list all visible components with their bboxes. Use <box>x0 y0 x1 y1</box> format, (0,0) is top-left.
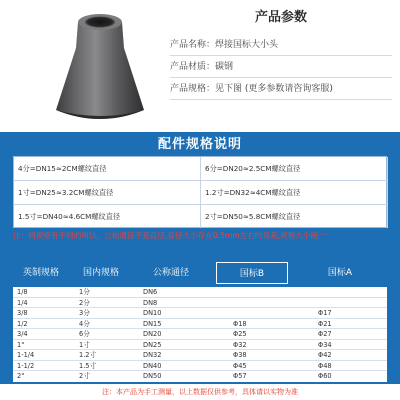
cell-nominal: DN25 <box>143 340 162 349</box>
cell-gb-a: Φ27 <box>318 330 332 338</box>
cell-gb-a: Φ21 <box>318 319 332 328</box>
header-gb-a: 国标A <box>327 268 353 278</box>
header-imperial: 英制规格 <box>22 268 59 278</box>
cell-domestic: 3分 <box>79 309 90 317</box>
cell-nominal: DN32 <box>143 351 162 359</box>
cell-gb-a: Φ60 <box>318 372 332 380</box>
cell-gb-b: Φ57 <box>233 372 247 380</box>
cell-nominal: DN20 <box>143 330 162 338</box>
table-row <box>13 298 387 309</box>
conversion-cell: 1.5寸=DN40≈4.6CM螺纹直径 <box>14 205 201 228</box>
conversion-cell: 4分=DN15≈2CM螺纹直径 <box>14 157 201 181</box>
cell-imperial: 1/2 <box>17 319 28 328</box>
cell-gb-a: Φ42 <box>318 351 332 359</box>
cell-gb-b: Φ38 <box>233 351 247 359</box>
cell-gb-a: Φ17 <box>318 309 332 317</box>
cell-nominal: DN8 <box>143 298 158 307</box>
cell-nominal: DN15 <box>143 319 162 328</box>
cell-gb-a: Φ48 <box>318 361 332 370</box>
cell-gb-b: Φ45 <box>233 361 247 370</box>
cell-nominal: DN6 <box>143 288 158 296</box>
cell-nominal: DN10 <box>143 309 162 317</box>
table-row <box>13 287 387 298</box>
cell-domestic: 4分 <box>79 319 90 328</box>
conversion-cell: 1.2寸=DN32≈4CM螺纹直径 <box>201 181 388 205</box>
header-nominal: 公称通径 <box>152 268 189 278</box>
footer-note: 注：本产品为手工测量，以上数据仅供参考，具体请以实物为准 <box>0 384 400 400</box>
table-row <box>13 350 387 361</box>
steel-reducer-image <box>40 6 160 130</box>
cell-imperial: 1/8 <box>17 288 28 296</box>
spec-note: 注：同规格有不同的叫法，公称通径不是直径,直径大小存在0.5mm左右的误差,规格大小统一 <box>13 231 326 240</box>
table-row <box>13 319 387 330</box>
cell-domestic: 6分 <box>79 330 90 338</box>
cell-imperial: 1-1/2 <box>17 361 35 370</box>
cell-imperial: 1/4 <box>17 298 28 307</box>
spec-table-body <box>13 287 387 382</box>
param-spec-row: 产品规格：见下图 (更多参数请咨询客服) <box>170 78 392 100</box>
cell-imperial: 3/8 <box>17 309 28 317</box>
cell-gb-b: Φ18 <box>233 319 247 328</box>
spec-title: 配件规格说明 <box>157 137 242 152</box>
cell-gb-b: Φ25 <box>233 330 247 338</box>
table-row <box>13 329 387 340</box>
product-info-section <box>0 0 400 132</box>
cell-domestic: 1.2寸 <box>79 351 97 359</box>
table-row <box>13 308 387 319</box>
cell-gb-a: Φ34 <box>318 340 332 349</box>
cell-imperial: 3/4 <box>17 330 28 338</box>
product-params-panel <box>170 8 392 100</box>
cell-domestic: 1分 <box>79 288 90 296</box>
header-gb-b: 国标B <box>216 262 288 284</box>
cell-domestic: 1.5寸 <box>79 361 97 370</box>
cell-nominal: DN50 <box>143 372 162 380</box>
cell-gb-b: Φ32 <box>233 340 247 349</box>
table-row <box>13 361 387 372</box>
conversion-table <box>13 156 387 228</box>
param-material-row: 产品材质：碳钢 <box>170 56 392 78</box>
header-domestic: 国内规格 <box>82 268 119 278</box>
conversion-cell: 1寸=DN25≈3.2CM螺纹直径 <box>14 181 201 205</box>
params-title: 产品参数 <box>254 10 307 25</box>
cell-domestic: 2寸 <box>79 372 90 380</box>
conversion-cell: 2寸=DN50≈5.8CM螺纹直径 <box>201 205 388 228</box>
table-row <box>13 371 387 382</box>
cell-domestic: 2分 <box>79 298 90 307</box>
cell-imperial: 1-1/4 <box>17 351 35 359</box>
cell-imperial: 1" <box>17 340 25 349</box>
cell-domestic: 1寸 <box>79 340 90 349</box>
conversion-cell: 6分=DN20≈2.5CM螺纹直径 <box>201 157 388 181</box>
table-row <box>13 340 387 351</box>
cell-nominal: DN40 <box>143 361 162 370</box>
cell-imperial: 2" <box>17 372 25 380</box>
param-name-row: 产品名称：焊接国标大小头 <box>170 34 392 56</box>
